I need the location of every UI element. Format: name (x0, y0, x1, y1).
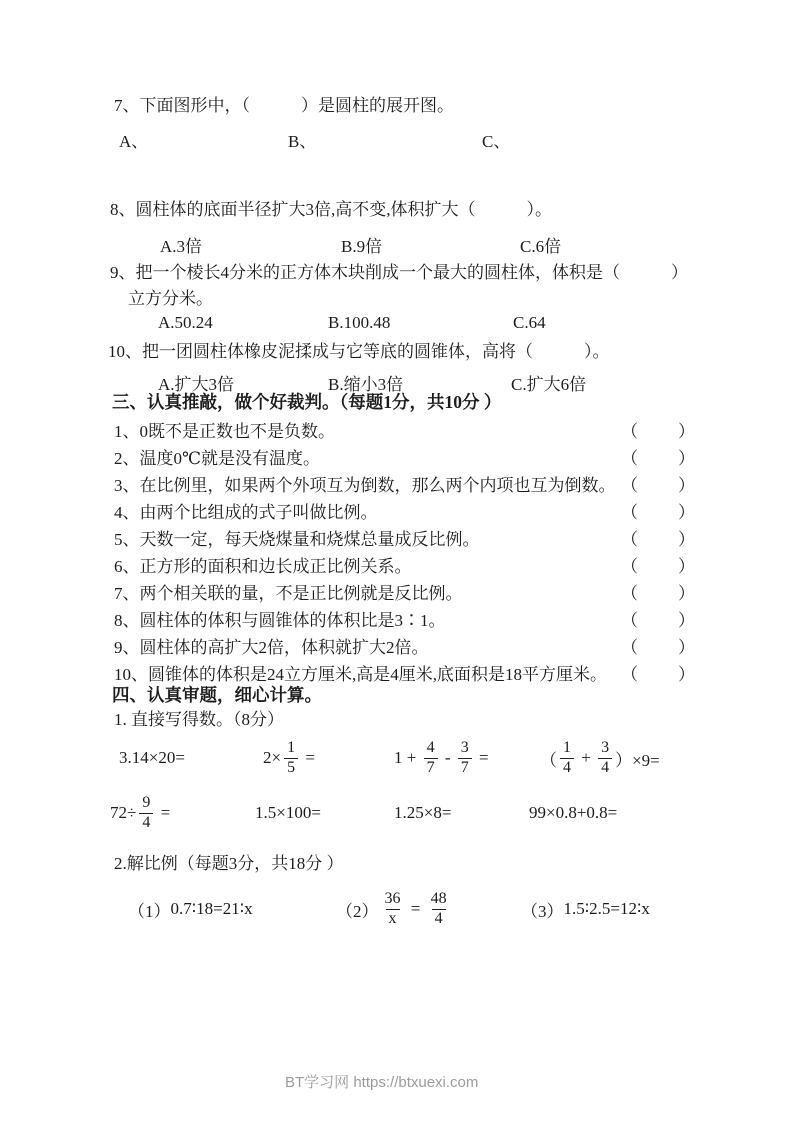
question-8-text: 8、圆柱体的底面半径扩大3倍,高不变,体积扩大（ ）。 (110, 200, 552, 219)
tf-answer-blank: （ ） (621, 503, 697, 522)
expr-text: 1.5∶2.5=12∶x (563, 899, 650, 918)
fraction-numerator: 4 (426, 739, 435, 757)
expr-text: + (577, 748, 596, 767)
tf-statement: 9、圆柱体的高扩大2倍，体积就扩大2倍。 (114, 638, 429, 657)
option-a-label: A.3倍 (160, 237, 203, 256)
tf-row-2 (0, 444, 793, 468)
question-9-text-line1: 9、把一个棱长4分米的正方体木块削成一个最大的圆柱体，体积是（ ） (110, 263, 688, 282)
fraction-denominator: 4 (432, 909, 446, 928)
tf-statement: 10、圆锥体的体积是24立方厘米,高是4厘米,底面积是18平方厘米。 (114, 665, 607, 684)
tf-statement: 1、0既不是正数也不是负数。 (114, 422, 335, 441)
math-expression: 3.14×20= (119, 748, 185, 767)
tf-answer-blank: （ ） (621, 557, 697, 576)
site-watermark: BT学习网 https://btxuexi.com (285, 1074, 479, 1091)
option-b-label: B、 (288, 132, 317, 151)
proportion-2 (336, 882, 453, 936)
fraction-denominator: 5 (284, 758, 298, 777)
fraction-numerator: 9 (142, 794, 151, 812)
tf-row-5 (0, 525, 793, 549)
tf-statement: 2、温度0℃就是没有温度。 (114, 449, 321, 468)
fraction (458, 739, 472, 777)
mental-math-row-2 (0, 786, 793, 840)
math-expression (110, 786, 170, 840)
tf-row-3 (0, 471, 793, 495)
math-expression (394, 731, 489, 785)
fraction (428, 890, 450, 928)
question-8-options (0, 232, 793, 256)
tf-statement: 7、两个相关联的量，不是正比例就是反比例。 (114, 584, 463, 603)
expr-text: = (406, 899, 425, 918)
question-10-text: 10、把一团圆柱体橡皮泥揉成与它等底的圆锥体，高将（ ）。 (108, 342, 610, 361)
tf-statement: 4、由两个比组成的式子叫做比例。 (114, 503, 378, 522)
fraction (382, 890, 404, 928)
tf-row-1 (0, 417, 793, 441)
option-c-label: C、 (482, 132, 511, 151)
fraction (560, 739, 574, 777)
option-a-label: A、 (119, 132, 149, 151)
proportion-row (0, 882, 793, 936)
expr-text: （ (540, 750, 557, 770)
tf-answer-blank: （ ） (621, 530, 697, 549)
tf-answer-blank: （ ） (621, 611, 697, 630)
fraction (598, 739, 612, 777)
math-expression: 1.5×100= (255, 803, 321, 822)
question-7-text: 7、下面图形中，（ ）是圆柱的展开图。 (114, 96, 454, 115)
math-expression: 1.25×8= (394, 803, 452, 822)
option-a-label: A.50.24 (158, 313, 213, 332)
fraction (424, 739, 438, 777)
fraction-numerator: 1 (287, 739, 296, 757)
option-a-label: A.扩大3倍 (158, 375, 235, 394)
expr-text: = (474, 748, 489, 767)
proportion-1 (128, 882, 253, 936)
tf-row-10 (0, 660, 793, 684)
fraction-denominator: x (386, 909, 400, 928)
expr-text: 0.7∶18=21∶x (170, 899, 253, 918)
option-c-label: C.64 (513, 313, 546, 332)
tf-statement: 6、正方形的面积和边长成正比例关系。 (114, 557, 412, 576)
item-label: （2） (336, 901, 379, 921)
tf-statement: 5、天数一定，每天烧煤量和烧煤总量成反比例。 (114, 530, 480, 549)
tf-answer-blank: （ ） (621, 584, 697, 603)
section-4-sub1-title: 1. 直接写得数。（8分） (114, 710, 284, 729)
item-label: （3） (521, 901, 564, 921)
tf-row-7 (0, 579, 793, 603)
fraction-numerator: 1 (563, 739, 571, 757)
fraction-denominator: 4 (598, 758, 612, 777)
option-c-label: C.扩大6倍 (511, 375, 587, 394)
fraction (139, 794, 153, 832)
fraction-denominator: 4 (139, 813, 153, 832)
section-4-sub2-title: 2.解比例（每题3分，共18分 ） (114, 854, 344, 873)
math-expression (263, 731, 315, 785)
fraction-denominator: 7 (424, 758, 438, 777)
tf-row-8 (0, 606, 793, 630)
fraction (284, 739, 298, 777)
tf-row-6 (0, 552, 793, 576)
section-3-title: 三、认真推敲，做个好裁判。（每题1分，共10分 ） (112, 392, 502, 412)
tf-answer-blank: （ ） (621, 422, 697, 441)
expr-text: ）×9= (615, 750, 660, 770)
expr-text: 72÷ (110, 803, 137, 822)
item-label: （1） (128, 901, 171, 921)
fraction-denominator: 4 (560, 758, 574, 777)
tf-answer-blank: （ ） (621, 449, 697, 468)
option-b-label: B.缩小3倍 (328, 375, 404, 394)
fraction-numerator: 48 (430, 890, 447, 908)
fraction-denominator: 7 (458, 758, 472, 777)
fraction-numerator: 3 (460, 739, 469, 757)
tf-statement: 8、圆柱体的体积与圆锥体的体积比是3∶1。 (114, 611, 446, 630)
question-9-text-line2: 立方分米。 (128, 289, 213, 308)
tf-statement: 3、在比例里，如果两个外项互为倒数，那么两个内项也互为倒数。 (114, 476, 616, 495)
expr-text: = (301, 748, 315, 767)
option-b-label: B.100.48 (328, 313, 391, 332)
math-expression (540, 731, 660, 785)
option-b-label: B.9倍 (341, 237, 383, 256)
proportion-3 (521, 882, 650, 936)
expr-text: 1 + (394, 748, 421, 767)
option-c-label: C.6倍 (520, 237, 562, 256)
tf-answer-blank: （ ） (621, 665, 697, 684)
question-7-options (0, 127, 793, 151)
tf-row-4 (0, 498, 793, 522)
question-9-options (0, 313, 793, 337)
expr-text: - (440, 748, 455, 767)
expr-text: 2× (263, 748, 282, 767)
math-expression: 99×0.8+0.8= (529, 803, 618, 822)
tf-answer-blank: （ ） (621, 476, 697, 495)
fraction-numerator: 3 (601, 739, 610, 757)
tf-answer-blank: （ ） (621, 638, 697, 657)
fraction-numerator: 36 (384, 890, 401, 908)
mental-math-row-1 (0, 731, 793, 785)
tf-row-9 (0, 633, 793, 657)
section-4-title: 四、认真审题，细心计算。 (112, 685, 322, 705)
expr-text: = (156, 803, 171, 822)
